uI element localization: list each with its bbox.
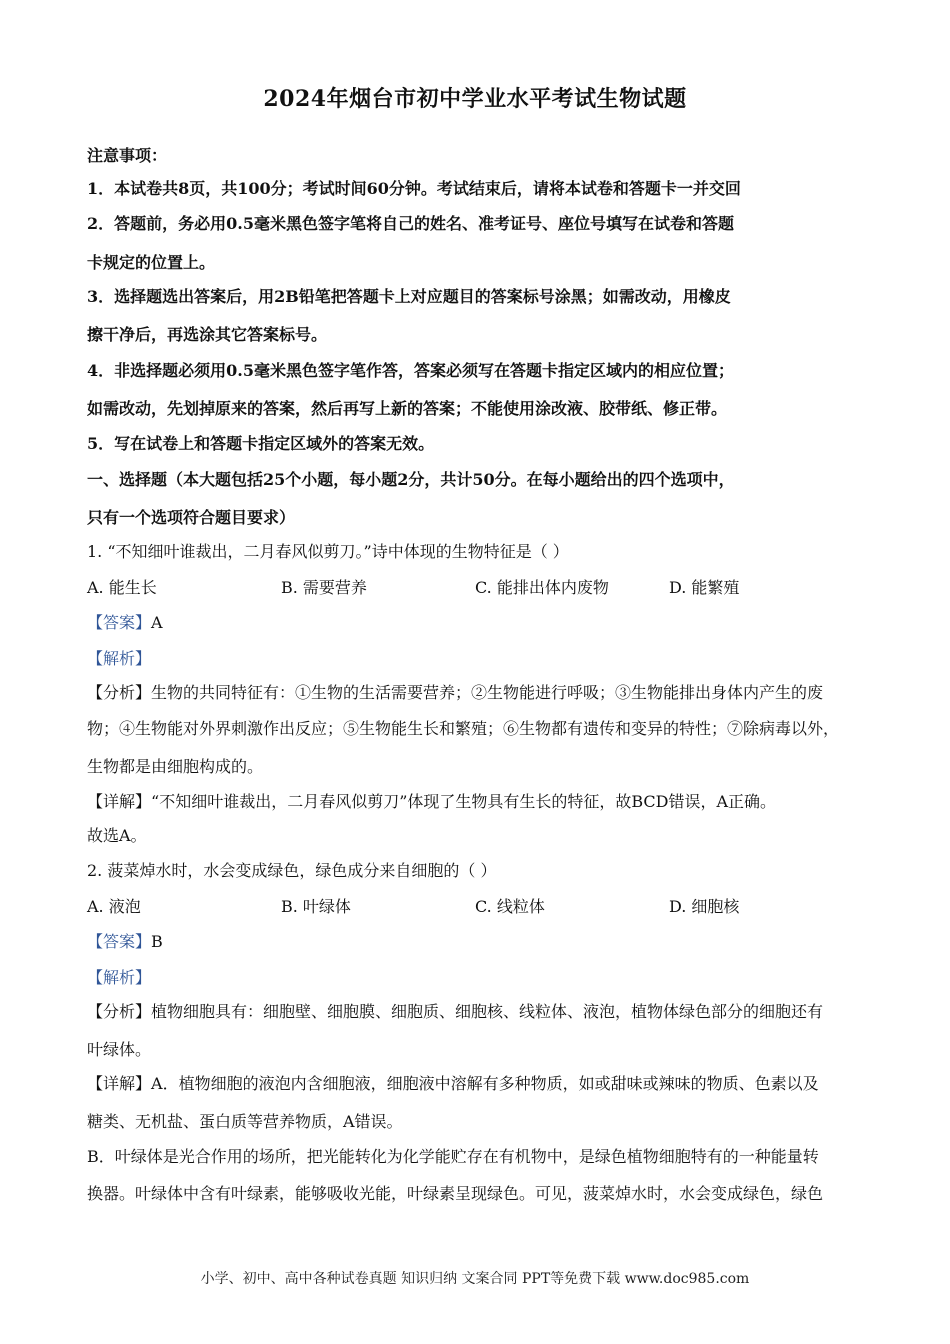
- q1-option-d: D. 能繁殖: [669, 578, 740, 597]
- question-2-stem: 2. 菠菜焯水时，水会变成绿色，绿色成分来自细胞的（ ）: [87, 861, 497, 880]
- q2-option-b: B. 叶绿体: [281, 897, 351, 916]
- notice-item: 卡规定的位置上。: [87, 253, 216, 272]
- fenxi-text: 植物细胞具有：细胞壁、细胞膜、细胞质、细胞核、线粒体、液泡，植物体绿色部分的细胞还有: [151, 1002, 824, 1021]
- xiangjie-text: A．植物细胞的液泡内含细胞液，细胞液中溶解有多种物质，如或甜味或辣味的物质、色素以及: [151, 1074, 819, 1093]
- notice-item: 擦干净后，再选涂其它答案标号。: [87, 325, 328, 344]
- q1-option-c: C. 能排出体内废物: [475, 578, 609, 597]
- q2-option-d: D. 细胞核: [669, 897, 740, 916]
- notice-heading: 注意事项：: [87, 146, 168, 165]
- question-1-stem: 1. “不知细叶谁裁出，二月春风似剪刀。”诗中体现的生物特征是（ ）: [87, 542, 569, 561]
- fenxi-tag: 【分析】: [87, 1002, 152, 1021]
- q1-conclusion: 故选A。: [87, 826, 147, 845]
- q1-fenxi-line: 物；④生物能对外界刺激作出反应；⑤生物能生长和繁殖；⑥生物都有遗传和变异的特性；⑦除病毒以外，: [87, 719, 840, 738]
- fenxi-tag: 【分析】: [87, 683, 152, 702]
- notice-item: 1．本试卷共8页，共100分；考试时间60分钟。考试结束后，请将本试卷和答题卡一并交回: [87, 179, 741, 198]
- notice-item: 2．答题前，务必用0.5毫米黑色签字笔将自己的姓名、准考证号、座位号填写在试卷和答题: [87, 214, 734, 233]
- q2-fenxi-line: 叶绿体。: [87, 1040, 152, 1059]
- answer-value: A: [151, 613, 163, 632]
- xiangjie-tag: 【详解】: [87, 1074, 152, 1093]
- q1-analysis-tag: 【解析】: [87, 649, 152, 668]
- notice-item: 4．非选择题必须用0.5毫米黑色签字笔作答，答案必须写在答题卡指定区域内的相应位置；: [87, 361, 734, 380]
- notice-item: 3．选择题选出答案后，用2B铅笔把答题卡上对应题目的答案标号涂黑；如需改动，用橡皮: [87, 287, 731, 306]
- xiangjie-tag: 【详解】: [87, 792, 152, 811]
- q2-answer: [87, 931, 868, 953]
- answer-tag: 【答案】: [87, 932, 152, 951]
- page-title: 2024年烟台市初中学业水平考试生物试题: [263, 86, 687, 112]
- q2-fenxi: [87, 1001, 868, 1023]
- q2-option-a: A. 液泡: [87, 897, 141, 916]
- q1-answer: [87, 612, 868, 634]
- q2-xiangjie: [87, 1073, 868, 1095]
- q2-analysis-tag: 【解析】: [87, 968, 152, 987]
- answer-tag: 【答案】: [87, 613, 152, 632]
- q1-option-a: A. 能生长: [87, 578, 157, 597]
- notice-item: 如需改动，先划掉原来的答案，然后再写上新的答案；不能使用涂改液、胶带纸、修正带。: [87, 399, 728, 418]
- notice-item: 5．写在试卷上和答题卡指定区域外的答案无效。: [87, 434, 435, 453]
- fenxi-text: 生物的共同特征有：①生物的生活需要营养；②生物能进行呼吸；③生物能排出身体内产生的废: [151, 683, 824, 702]
- page-footer: 小学、初中、高中各种试卷真题 知识归纳 文案合同 PPT等免费下载 www.doc985.com: [200, 1271, 750, 1287]
- q1-fenxi-line: 生物都是由细胞构成的。: [87, 757, 264, 776]
- answer-value: B: [151, 932, 163, 951]
- q2-option-c: C. 线粒体: [475, 897, 545, 916]
- q2-xiangjie-line: B．叶绿体是光合作用的场所，把光能转化为化学能贮存在有机物中，是绿色植物细胞特有的一种能量转: [87, 1147, 819, 1166]
- q1-option-b: B. 需要营养: [281, 578, 367, 597]
- q2-xiangjie-line: 换器。叶绿体中含有叶绿素，能够吸收光能，叶绿素呈现绿色。可见，菠菜焯水时，水会变成绿色，绿色: [87, 1184, 824, 1203]
- xiangjie-text: “不知细叶谁裁出，二月春风似剪刀”体现了生物具有生长的特征，故BCD错误，A正确。: [151, 792, 777, 811]
- section-heading-cont: 只有一个选项符合题目要求）: [87, 508, 296, 527]
- q2-xiangjie-line: 糖类、无机盐、蛋白质等营养物质，A错误。: [87, 1112, 403, 1131]
- q1-fenxi: [87, 682, 868, 704]
- section-heading: 一、选择题（本大题包括25个小题，每小题2分，共计50分。在每小题给出的四个选项中，: [87, 470, 735, 489]
- q1-xiangjie: [87, 791, 868, 813]
